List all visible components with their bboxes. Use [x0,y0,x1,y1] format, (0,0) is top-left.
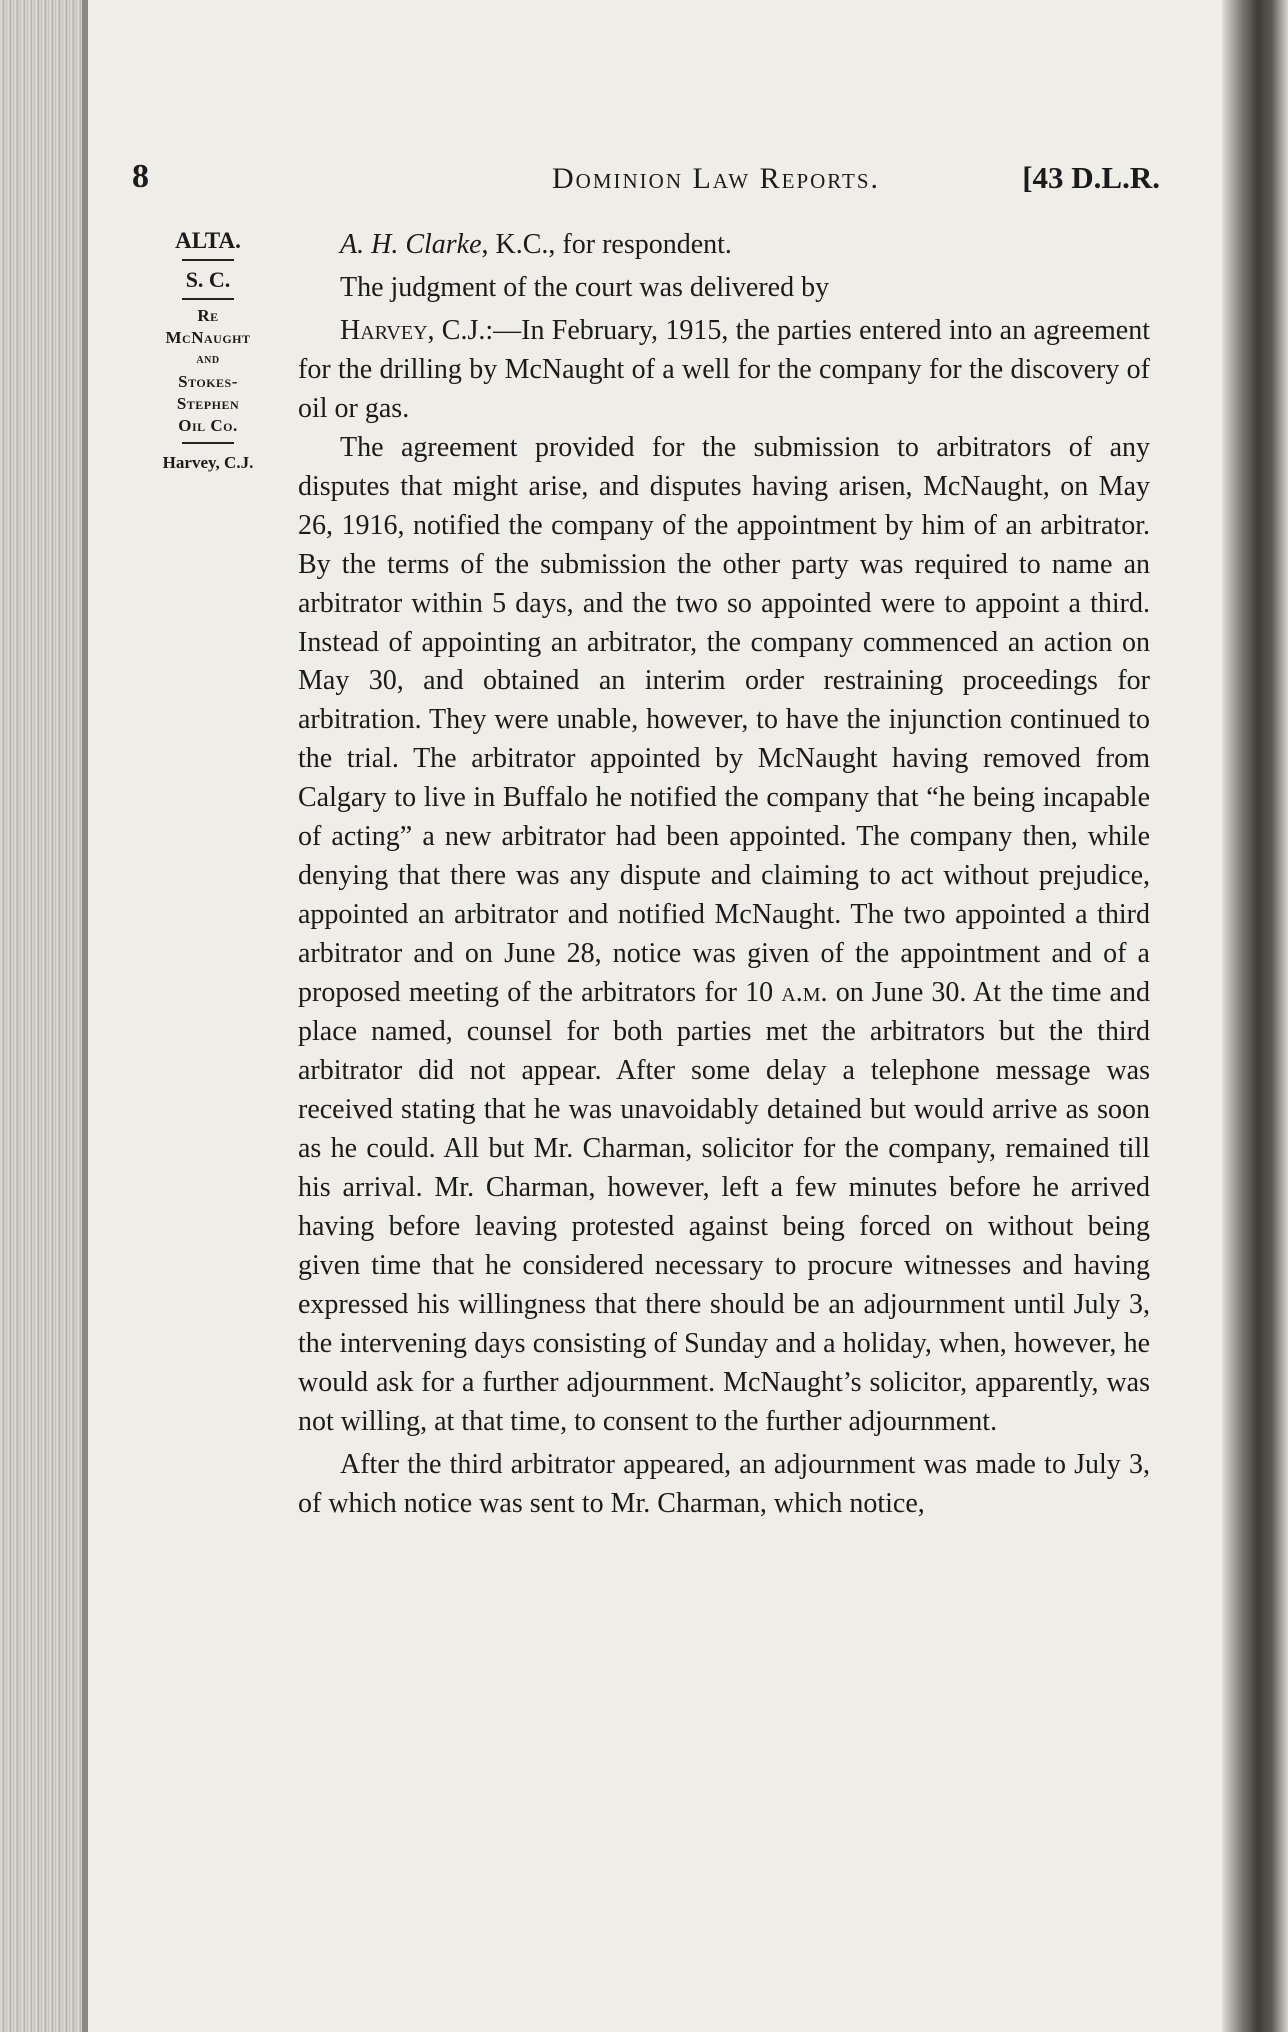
paragraph: The agreement provided for the submission to arbitrators of any disputes that might arise, and disputes having arisen, McNaught, on May 26, 1916, notified the company of the appointment by him of an arbitrator. By the terms of the submission the other party was required to name an arbitrator within 5 days, and the two so appointed were to appoint a third. Instead of appointing an arbitrator, the company commenced an action on May 30, and obtained an interim order restraining proceedings for arbitration. They were unable, however, to have the injunction continued to the trial. The arbitrator appointed by McNaught having removed from Calgary to live in Buffalo he notified the company that “he being incapable of acting” a new arbitrator had been appointed. The company then, while denying that there was any dispute and claiming to act without prejudice, appointed an arbitrator and notified McNaught. The two appointed a third arbitrator and on June 28, notice was given of the appointment and of a proposed meeting of the arbitrators for 10 a.m. on June 30. At the time and place named, counsel for both parties met the arbitrators but the third arbitrator did not appear. After some delay a telephone message was received stating that he was unavoidably detained but would arrive as soon as he could. All but Mr. Charman, solicitor for the company, remained till his arrival. Mr. Charman, however, left a few minutes before he arrived having before leaving protested against being forced on without being given time that he considered necessary to procure witnesses and having expressed his willingness that there should be an adjournment until July 3, the intervening days consisting of Sunday and a holiday, when, however, he would ask for a further adjournment. McNaught’s solicitor, apparently, was not willing, at that time, to consent to the further adjournment. [298,431,1150,1437]
page-header [132,158,1160,208]
case-name-line: McNaught [165,328,251,347]
running-title: Dominion Law Reports. [552,162,881,195]
divider [182,442,234,444]
judge-name: Harvey, C.J. [340,314,486,346]
case-name-line: Stephen [176,394,240,413]
counsel-name: A. H. Clarke [340,229,482,260]
court-label: S. C. [185,267,231,292]
paragraph: After the third arbitrator appeared, an adjournment was made to July 3, of which notice was sent to Mr. Charman, which notice, [298,1448,1150,1519]
volume-reference: [43 D.L.R. [1022,160,1160,195]
margin-note [138,228,278,476]
case-name-line: Oil Co. [178,416,238,435]
province-label: ALTA. [175,228,241,253]
page-right-edge [1222,0,1288,2032]
case-name-line: and [196,352,220,367]
counsel-line: A. H. Clarke, K.C., for respondent. [340,229,732,260]
case-name-line: Re [197,306,219,325]
judge-label: Harvey, C.J. [162,453,254,472]
case-name-line: Stokes- [178,372,238,391]
divider [182,298,234,300]
divider [182,259,234,261]
judgment-text [298,226,1150,1523]
paragraph: Harvey, C.J.:—In February, 1915, the parties entered into an agreement for the drilling by McNaught of a well for the company for the discovery of oil or gas. [298,314,1151,424]
judgment-intro: The judgment of the court was delivered by [340,271,830,303]
page-number: 8 [132,158,149,195]
book-binding-edge [0,0,88,2032]
